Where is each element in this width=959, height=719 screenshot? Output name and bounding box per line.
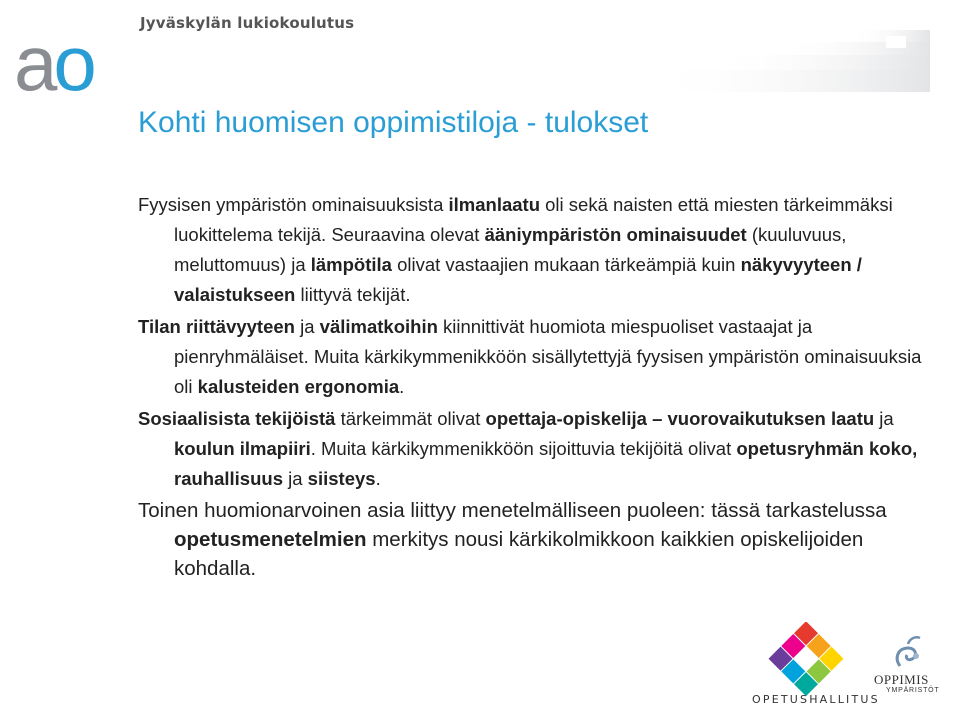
body-text: . Muita kärkikymmenikköön sijoittuvia tekijöitä olivat bbox=[310, 438, 737, 459]
body-text: . bbox=[375, 468, 381, 489]
ao-logo bbox=[14, 30, 129, 96]
paragraph-1 bbox=[138, 190, 938, 310]
emphasis-text: opettaja-opiskelija – vuorovaikutuksen laatu bbox=[485, 408, 875, 429]
body-text: liittyvä tekijät. bbox=[295, 284, 411, 305]
emphasis-text: näkyvyyteen / valaistukseen bbox=[174, 254, 868, 305]
body-text: olivat vastaajien mukaan tärkeämpiä kuin bbox=[391, 254, 741, 275]
emphasis-text: ilmanlaatu bbox=[448, 194, 540, 215]
emphasis-text: lämpötila bbox=[310, 254, 392, 275]
body-text: oli sekä naisten että miesten tärkeimmäksi luokittelema tekijä. Seuraavina olevat bbox=[174, 194, 898, 245]
slide-content bbox=[138, 190, 938, 585]
emphasis-text: opetusmenetelmien bbox=[174, 528, 367, 551]
body-text: ja bbox=[874, 408, 899, 429]
body-text: kiinnittivät huomiota miespuoliset vastaajat ja pienryhmäläiset. Muita kärkikymmenikköön sisällytettyjä fyysisen ympäristön ominaisuuksia oli bbox=[174, 316, 927, 397]
body-text: . bbox=[399, 376, 405, 397]
emphasis-text: siisteys bbox=[307, 468, 376, 489]
body-text: merkitys nousi kärkikolmikkoon kaikkien opiskelijoiden kohdalla. bbox=[174, 528, 869, 580]
emphasis-text: Tilan riittävyyteen bbox=[138, 316, 295, 337]
emphasis-text: Sosiaalisista tekijöistä bbox=[138, 408, 336, 429]
body-text: ja bbox=[282, 468, 308, 489]
paragraph-3 bbox=[138, 404, 938, 494]
ao-logo-a: a bbox=[14, 30, 54, 96]
body-text: Toinen huomionarvoinen asia liittyy menetelmälliseen puoleen: tässä tarkastelussa bbox=[138, 499, 893, 522]
emphasis-text: ääniympäristön ominaisuudet bbox=[484, 224, 747, 245]
emphasis-text: opetusryhmän koko, rauhallisuus bbox=[174, 438, 923, 489]
emphasis-text: koulun ilmapiiri bbox=[174, 438, 311, 459]
body-text: Fyysisen ympäristön ominaisuuksista bbox=[138, 194, 449, 215]
emphasis-text: kalusteiden ergonomia bbox=[197, 376, 400, 397]
body-text: tärkeimmät olivat bbox=[335, 408, 486, 429]
paragraph-2 bbox=[138, 312, 938, 402]
stair-decoration bbox=[650, 30, 930, 92]
ao-logo-text bbox=[14, 30, 94, 96]
ymparistot-label: YMPÄRISTÖT bbox=[886, 687, 940, 694]
body-text: ja bbox=[294, 316, 320, 337]
ao-logo-o: o bbox=[53, 30, 93, 96]
organization-name: Jyväskylän lukiokoulutus bbox=[140, 14, 355, 32]
oppimis-label: OPPIMIS bbox=[874, 672, 929, 687]
opetushallitus-label: OPETUSHALLITUS bbox=[752, 693, 880, 706]
body-text: (kuuluvuus, meluttomuus) ja bbox=[174, 224, 852, 275]
paragraph-4 bbox=[138, 496, 938, 583]
emphasis-text: välimatkoihin bbox=[319, 316, 438, 337]
slide-title: Kohti huomisen oppimistiloja - tulokset bbox=[138, 106, 649, 139]
